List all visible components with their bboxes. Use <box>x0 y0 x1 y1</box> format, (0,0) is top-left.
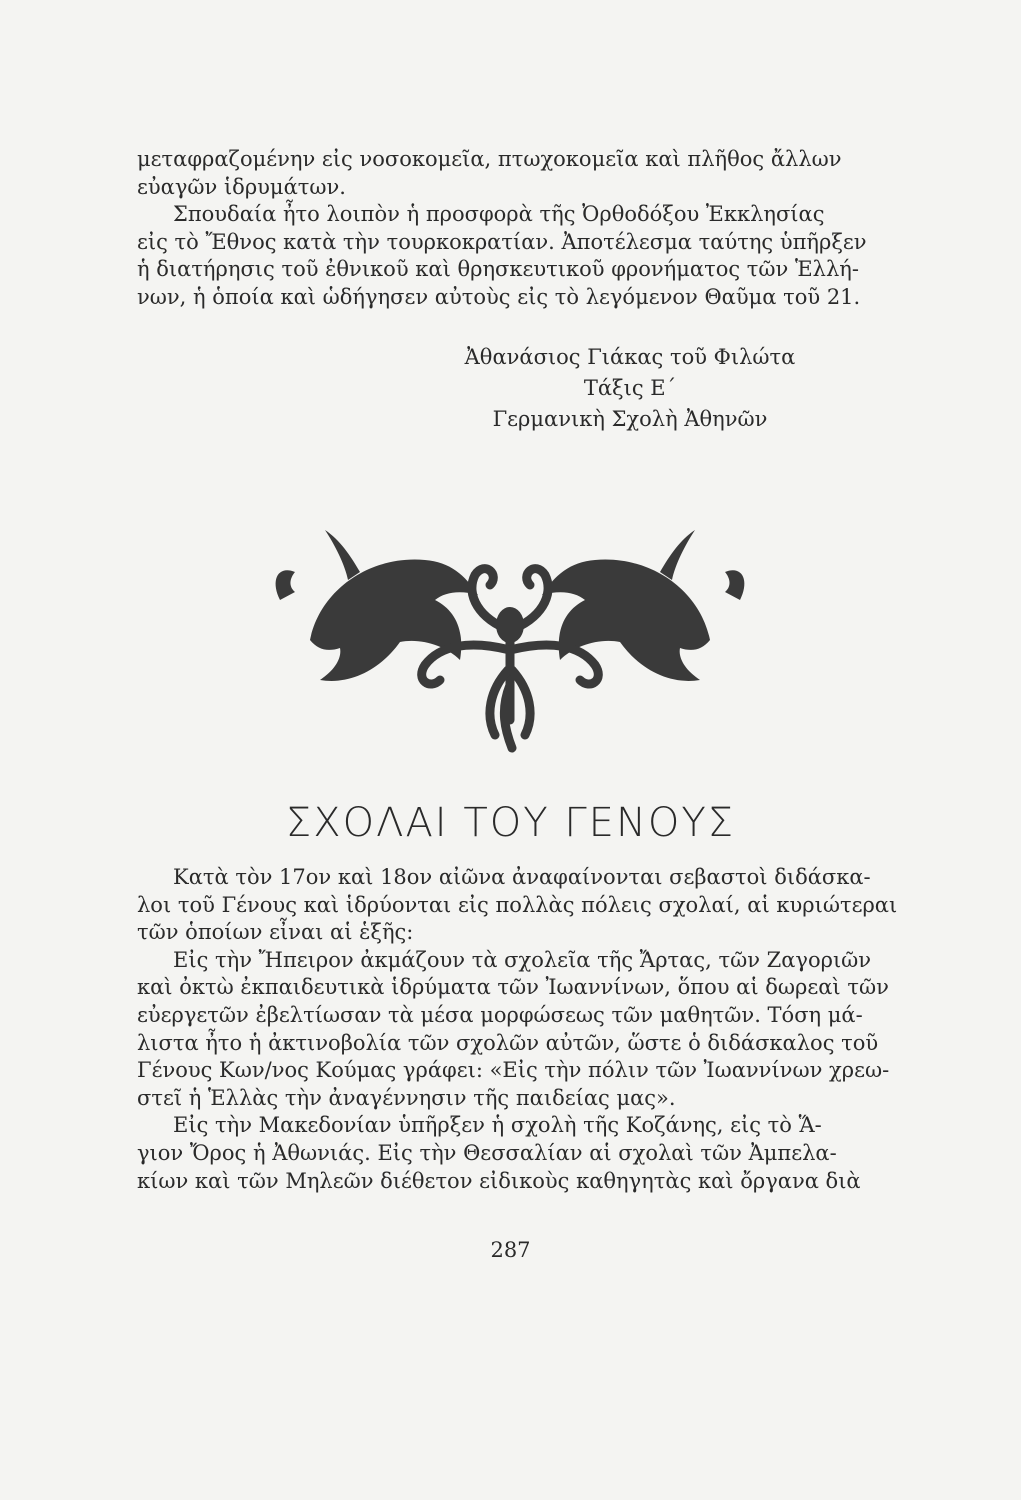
paragraph-1 <box>137 146 842 201</box>
right-dolphin <box>542 530 744 681</box>
paragraph-2 <box>137 201 867 311</box>
text-line: γιον Ὄρος ἡ Ἀθωνιάς. Εἰς τὴν Θεσσαλίαν αἱ σχολαὶ τῶν Ἀμπελα- <box>137 1140 837 1165</box>
octopus <box>422 569 599 748</box>
text-line: Γένους Κων/νος Κούμας γράφει: «Εἰς τὴν πόλιν τῶν Ἰωαννίνων χρεω- <box>137 1058 890 1083</box>
text-line: Κατὰ τὸν 17ον καὶ 18ον αἰῶνα ἀναφαίνονται σεβαστοὶ διδάσκα- <box>173 865 871 889</box>
text-line: καὶ ὀκτὼ ἐκπαιδευτικὰ ἱδρύματα τῶν Ἰωαννίνων, ὅπου αἱ δωρεαὶ τῶν <box>137 975 889 1000</box>
paragraph-1 <box>137 864 898 947</box>
text-line: εὐαγῶν ἱδρυμάτων. <box>137 174 346 199</box>
text-line: Εἰς τὴν Ἤπειρον ἀκμάζουν τὰ σχολεῖα τῆς Ἄρτας, τῶν Ζαγοριῶν <box>173 947 872 972</box>
octopus-head <box>496 607 524 643</box>
author-school: Γερμανικὴ Σχολὴ Ἀθηνῶν <box>492 407 768 431</box>
text-line: ἡ διατήρησις τοῦ ἐθνικοῦ καὶ θρησκευτικοῦ φρονήματος τῶν Ἑλλή- <box>137 257 859 282</box>
text-line: νων, ἡ ὁποία καὶ ὡδήγησεν αὐτοὺς εἰς τὸ λεγόμενον Θαῦμα τοῦ 21. <box>137 284 861 309</box>
text-line: Σπουδαία ἦτο λοιπὸν ἡ προσφορὰ τῆς Ὀρθοδόξου Ἐκκλησίας <box>173 202 825 227</box>
section-title: ΣΧΟΛΑΙ ΤΟΥ ΓΕΝΟΥΣ <box>285 800 736 846</box>
text-line: μεταφραζομένην εἰς νοσοκομεῖα, πτωχοκομεῖα καὶ πλῆθος ἄλλων <box>137 147 842 171</box>
paragraph-2 <box>137 947 890 1113</box>
text-line: κίων καὶ τῶν Μηλεῶν διέθετον εἰδικοὺς καθηγητὰς καὶ ὄργανα διὰ <box>137 1168 861 1193</box>
text-line: εἰς τὸ Ἔθνος κατὰ τὴν τουρκοκρατίαν. Ἀποτέλεσμα ταύτης ὑπῆρξεν <box>137 229 867 254</box>
text-line: λιστα ἦτο ἡ ἀκτινοβολία τῶν σχολῶν αὐτῶν, ὥστε ὁ διδάσκαλος τοῦ <box>137 1030 879 1055</box>
top-text <box>137 146 867 312</box>
signature-block <box>420 342 840 435</box>
paragraph-3 <box>137 1112 861 1195</box>
body-text <box>137 864 898 1195</box>
text-line: στεῖ ἡ Ἑλλὰς τὴν ἀναγέννησιν τῆς παιδείας μας». <box>137 1085 676 1110</box>
author-name: Ἀθανάσιος Γιάκας τοῦ Φιλώτα <box>464 345 796 369</box>
ornament-dolphins-octopus <box>250 520 770 755</box>
text-line: εὐεργετῶν ἐβελτίωσαν τὰ μέσα μορφώσεως τῶν μαθητῶν. Τόση μά- <box>137 1002 863 1027</box>
text-line: λοι τοῦ Γένους καὶ ἱδρύονται εἰς πολλὰς πόλεις σχολαί, αἱ κυριώτεραι <box>137 892 898 917</box>
left-dolphin <box>276 530 478 681</box>
page-number: 287 <box>490 1238 531 1262</box>
text-line: τῶν ὁποίων εἶναι αἱ ἑξῆς: <box>137 920 414 945</box>
author-class: Τάξις Ε΄ <box>583 376 677 400</box>
text-line: Εἰς τὴν Μακεδονίαν ὑπῆρξεν ἡ σχολὴ τῆς Κοζάνης, εἰς τὸ Ἅ- <box>173 1113 822 1138</box>
